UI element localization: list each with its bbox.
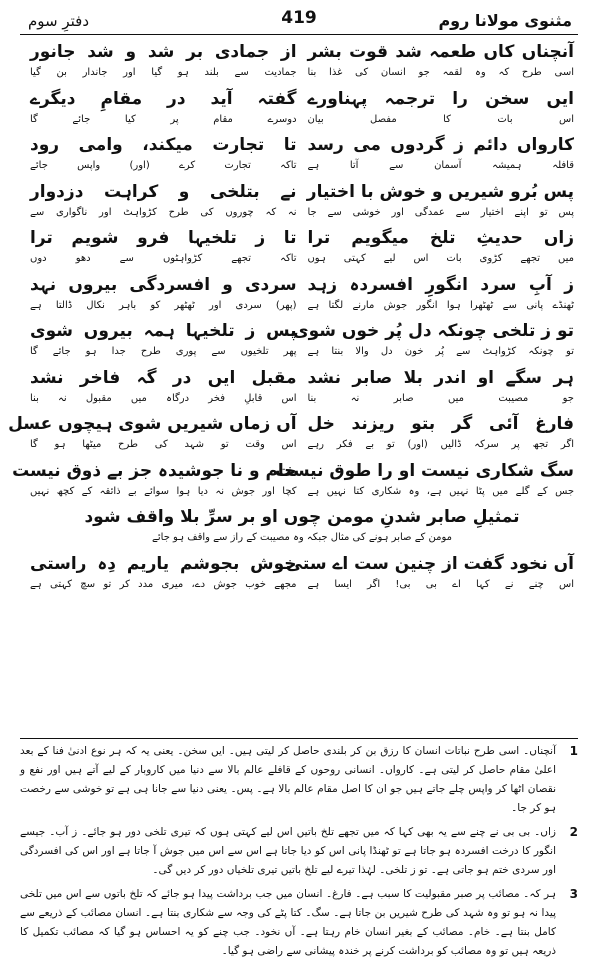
heading-cell <box>30 505 574 552</box>
footnote-text: آنچناں۔ اسی طرح نباتات انسان کا رزق بن کر بلندی حاصل کر لیتی ہیں۔ ایں سخن۔ یعنی یہ کہ ہر نوع ادنیٰ فنا کے بعد اعلیٰ مقام حاصل کر لیتی ہے۔ کارواں۔ انسانی روحوں کے قافلے عالم بالا سے دنیا میں کاروبار کے لیے آتے ہیں اور نفع و نقصان اٹھا کر واپس چلے جاتے ہیں جو ان کا اصل مقام عالم بالا ہے۔ پس۔ یعنی دنیا سے جانا ہی ہے تو خوشی سے رخصت ہو کر جا۔ <box>20 745 556 814</box>
book-title: مثنوی مولانا روم <box>438 11 572 30</box>
urdu-translation: مجھے خوب جوش دے، میری مدد کر تو سچ کہتی ہے <box>30 578 297 590</box>
verse-second-hemistich <box>30 40 297 87</box>
persian-verse: سردی و افسردگی بیروں نہد <box>30 274 297 295</box>
persian-verse: تو ز تلخی چونکہ دل پُر خوں شوی <box>293 321 574 341</box>
persian-verse: نے بتلخی و کراہت دزدوار <box>30 181 297 202</box>
persian-verse: پس ز تلخیہا ہمہ بیروں شوی <box>30 321 297 341</box>
verse-second-hemistich <box>30 319 297 366</box>
persian-verse: ایں سخن را ترجمہ پہناورے <box>307 88 574 109</box>
page-header <box>20 6 578 34</box>
persian-verse: کارواں دائم ز گردوں می رسد <box>307 135 574 155</box>
persian-verse: خوش بجوشم یاریم دِہ راستی <box>30 553 297 574</box>
verse-row <box>30 180 574 227</box>
urdu-translation: نہ کہ چوروں کی طرح کڑواہٹ اور ناگواری سے <box>30 206 297 218</box>
footnote-rule <box>20 738 578 739</box>
verse-second-hemistich <box>30 366 297 413</box>
persian-verse: فارغ آئی گر بتو ریزند خل <box>307 414 574 434</box>
urdu-translation: دوسرے مقام پر کیا جائے گا <box>30 113 297 125</box>
persian-verse: آں زماں شیریں شوی ہیچوں عسل <box>8 414 297 434</box>
verse-row <box>30 40 574 87</box>
verse-first-hemistich <box>307 226 574 273</box>
footnote <box>20 742 578 818</box>
urdu-translation: جمادیت سے بلند ہو گیا اور جاندار بن گیا <box>30 67 297 78</box>
urdu-translation: جو مصیبت میں صابر نہ بنا <box>307 392 574 404</box>
urdu-translation: قافلہ ہمیشہ آسمان سے آتا ہے <box>307 160 574 171</box>
verse-first-hemistich <box>285 552 574 599</box>
page-number: 419 <box>281 8 317 28</box>
persian-verse: خام و نا جوشیدہ جز بے ذوق نیست <box>12 460 297 481</box>
section-heading <box>30 505 574 552</box>
urdu-translation: پس تو اپنے اختیار سے عمدگی اور خوشی سے جا <box>307 206 574 218</box>
persian-verse: سگ شکاری نیست او را طوق نیست <box>274 460 574 481</box>
persian-verse: زاں حدیثِ تلخ میگویم ترا <box>307 228 574 248</box>
verse-first-hemistich <box>307 412 574 459</box>
verse-section <box>8 40 574 737</box>
verse-second-hemistich <box>30 226 297 273</box>
header-rule <box>20 34 578 35</box>
verse-first-hemistich <box>307 366 574 413</box>
persian-verse: مقبل ایں در گہ فاخر نشد <box>30 367 297 388</box>
verse-second-hemistich <box>8 412 297 459</box>
urdu-translation: تاکہ تجھے کڑواہٹوں سے دھو دوں <box>30 253 297 264</box>
urdu-translation: میں تجھے کڑوی بات اس لیے کہتی ہوں <box>307 253 574 264</box>
verse-first-hemistich <box>307 87 574 134</box>
verse-first-hemistich <box>307 133 574 180</box>
footnote-text: ہر کہ۔ مصائب پر صبر مقبولیت کا سبب ہے۔ فارغ۔ انسان میں جب برداشت پیدا ہو جائے کہ تلخ باتوں سے اس میں تلخی پیدا نہ ہو تو وہ شہد کی طرح شیریں بن جاتا ہے۔ سگ۔ کتا پٹے کی وجہ سے شکاری بنتا ہے۔ انسان مصائب کے ذریعے سے کامل بنتا ہے۔ خام۔ مصائب کے بغیر انسان خام رہتا ہے۔ آں نخود۔ جب چنے کو یہ احساس ہو گیا کہ مصائب تکمیل کا ذریعہ ہیں تو وہ مصائب کو برداشت کرنے پر خندہ پیشانی سے راضی ہو گیا۔ <box>20 888 556 957</box>
verse-row <box>12 459 574 506</box>
verse-first-hemistich <box>274 459 574 506</box>
heading-translation: مومن کے صابر ہونے کی مثال جبکہ وہ مصیبت کے راز سے واقف ہو جائے <box>152 532 452 543</box>
verse-second-hemistich <box>30 273 297 320</box>
footnotes <box>20 742 578 971</box>
footnote-number: 1 <box>569 744 578 758</box>
urdu-translation: اس چنے نے کہا اے بی بی! اگر ایسا ہے <box>307 578 574 590</box>
persian-verse: تا ز تلخیہا فرو شویم ترا <box>30 228 297 248</box>
verse-row <box>30 87 574 134</box>
verse-second-hemistich <box>30 133 297 180</box>
persian-verse: پس بُرو شیریں و خوش با اختیار <box>306 181 574 202</box>
urdu-translation: اس قابلِ فخر درگاہ میں مقبول نہ بنا <box>30 392 297 404</box>
verse-first-hemistich <box>307 180 574 227</box>
verse-second-hemistich <box>30 87 297 134</box>
verse-row <box>30 273 574 320</box>
urdu-translation: ٹھنڈے پانی سے ٹھٹھرا ہوا انگور جوش مارنے لگتا ہے <box>307 299 574 311</box>
urdu-translation: کچا اور جوش نہ دیا ہوا سوائے بے ذائقہ کے کچھ نہیں <box>30 485 297 497</box>
verse-second-hemistich <box>30 552 297 599</box>
verse-row <box>30 319 574 366</box>
verse-row <box>30 133 574 180</box>
urdu-translation: تاکہ تجارت کرے (اور) واپس جائے <box>30 160 297 171</box>
urdu-translation: (پھر) سردی اور ٹھٹھر کو باہر نکال ڈالتا ہے <box>30 299 297 311</box>
urdu-translation: پھر تلخیوں سے پوری طرح جدا ہو جائے گا <box>30 346 297 357</box>
footnote <box>20 823 578 880</box>
persian-verse: از جمادی بر شد و شد جانور <box>30 42 297 62</box>
verse-first-hemistich <box>307 40 574 87</box>
volume-title: دفترِ سوم <box>28 12 90 30</box>
verse-row <box>30 552 574 599</box>
persian-verse: آنچناں کاں طعمہ شد قوت بشر <box>307 42 574 62</box>
verse-row <box>30 366 574 413</box>
urdu-translation: اس بات کا مفصل بیان <box>307 113 574 125</box>
footnote-number: 2 <box>569 825 578 839</box>
urdu-translation: اس وقت تو شہد کی طرح میٹھا ہو گا <box>30 439 297 450</box>
persian-verse: ز آبِ سرد انگورِ افسردہ زہد <box>307 274 574 295</box>
urdu-translation: تو چونکہ کڑواہٹ سے پُر خون دل والا بنتا ہے <box>307 346 574 357</box>
verse-row <box>30 226 574 273</box>
persian-verse: ہر سگے او اندر بلا صابر نشد <box>307 367 574 388</box>
footnote <box>20 885 578 961</box>
verse-first-hemistich <box>293 319 574 366</box>
urdu-translation: اگر تجھ پر سرکہ ڈالیں (اور) تو بے فکر رہے <box>307 439 574 450</box>
urdu-translation: اسی طرح کہ وہ لقمہ جو انسان کی غذا بنا <box>307 67 574 78</box>
persian-verse: تا تجارت میکند، وامی رود <box>30 135 297 155</box>
urdu-translation: جس کے گلے میں پٹا نہیں ہے، وہ شکاری کتا نہیں ہے <box>307 485 574 497</box>
footnote-number: 3 <box>569 887 578 901</box>
persian-verse: گفتہ آید در مقامِ دیگرے <box>30 88 297 109</box>
verse-second-hemistich <box>12 459 297 506</box>
verse-row <box>8 412 574 459</box>
heading-text: تمثیلِ صابر شدنِ مومن چوں او بر سرِّ بلا واقف شود <box>84 507 520 527</box>
footnote-text: زاں۔ بی بی نے چنے سے یہ بھی کہا کہ میں تجھے تلخ باتیں اس لیے کہتی ہوں کہ تیری تلخی دور ہو جائے۔ ز آب۔ جیسے انگور کا درخت افسردہ ہو جاتا ہے تو ٹھنڈا پانی اس کو دیا جاتا ہے اس سے اس میں جوش آ جاتا ہے اور اس کی افسردگی اور سردی ختم ہو جاتی ہے۔ تو ز تلخی۔ لہٰذا تیرے لیے تلخ باتیں تیری تلخیاں دور کر دیں گی۔ <box>20 826 556 876</box>
verse-second-hemistich <box>30 180 297 227</box>
persian-verse: آں نخود گفت از چنین ست اے ستی <box>285 553 574 574</box>
verse-first-hemistich <box>307 273 574 320</box>
